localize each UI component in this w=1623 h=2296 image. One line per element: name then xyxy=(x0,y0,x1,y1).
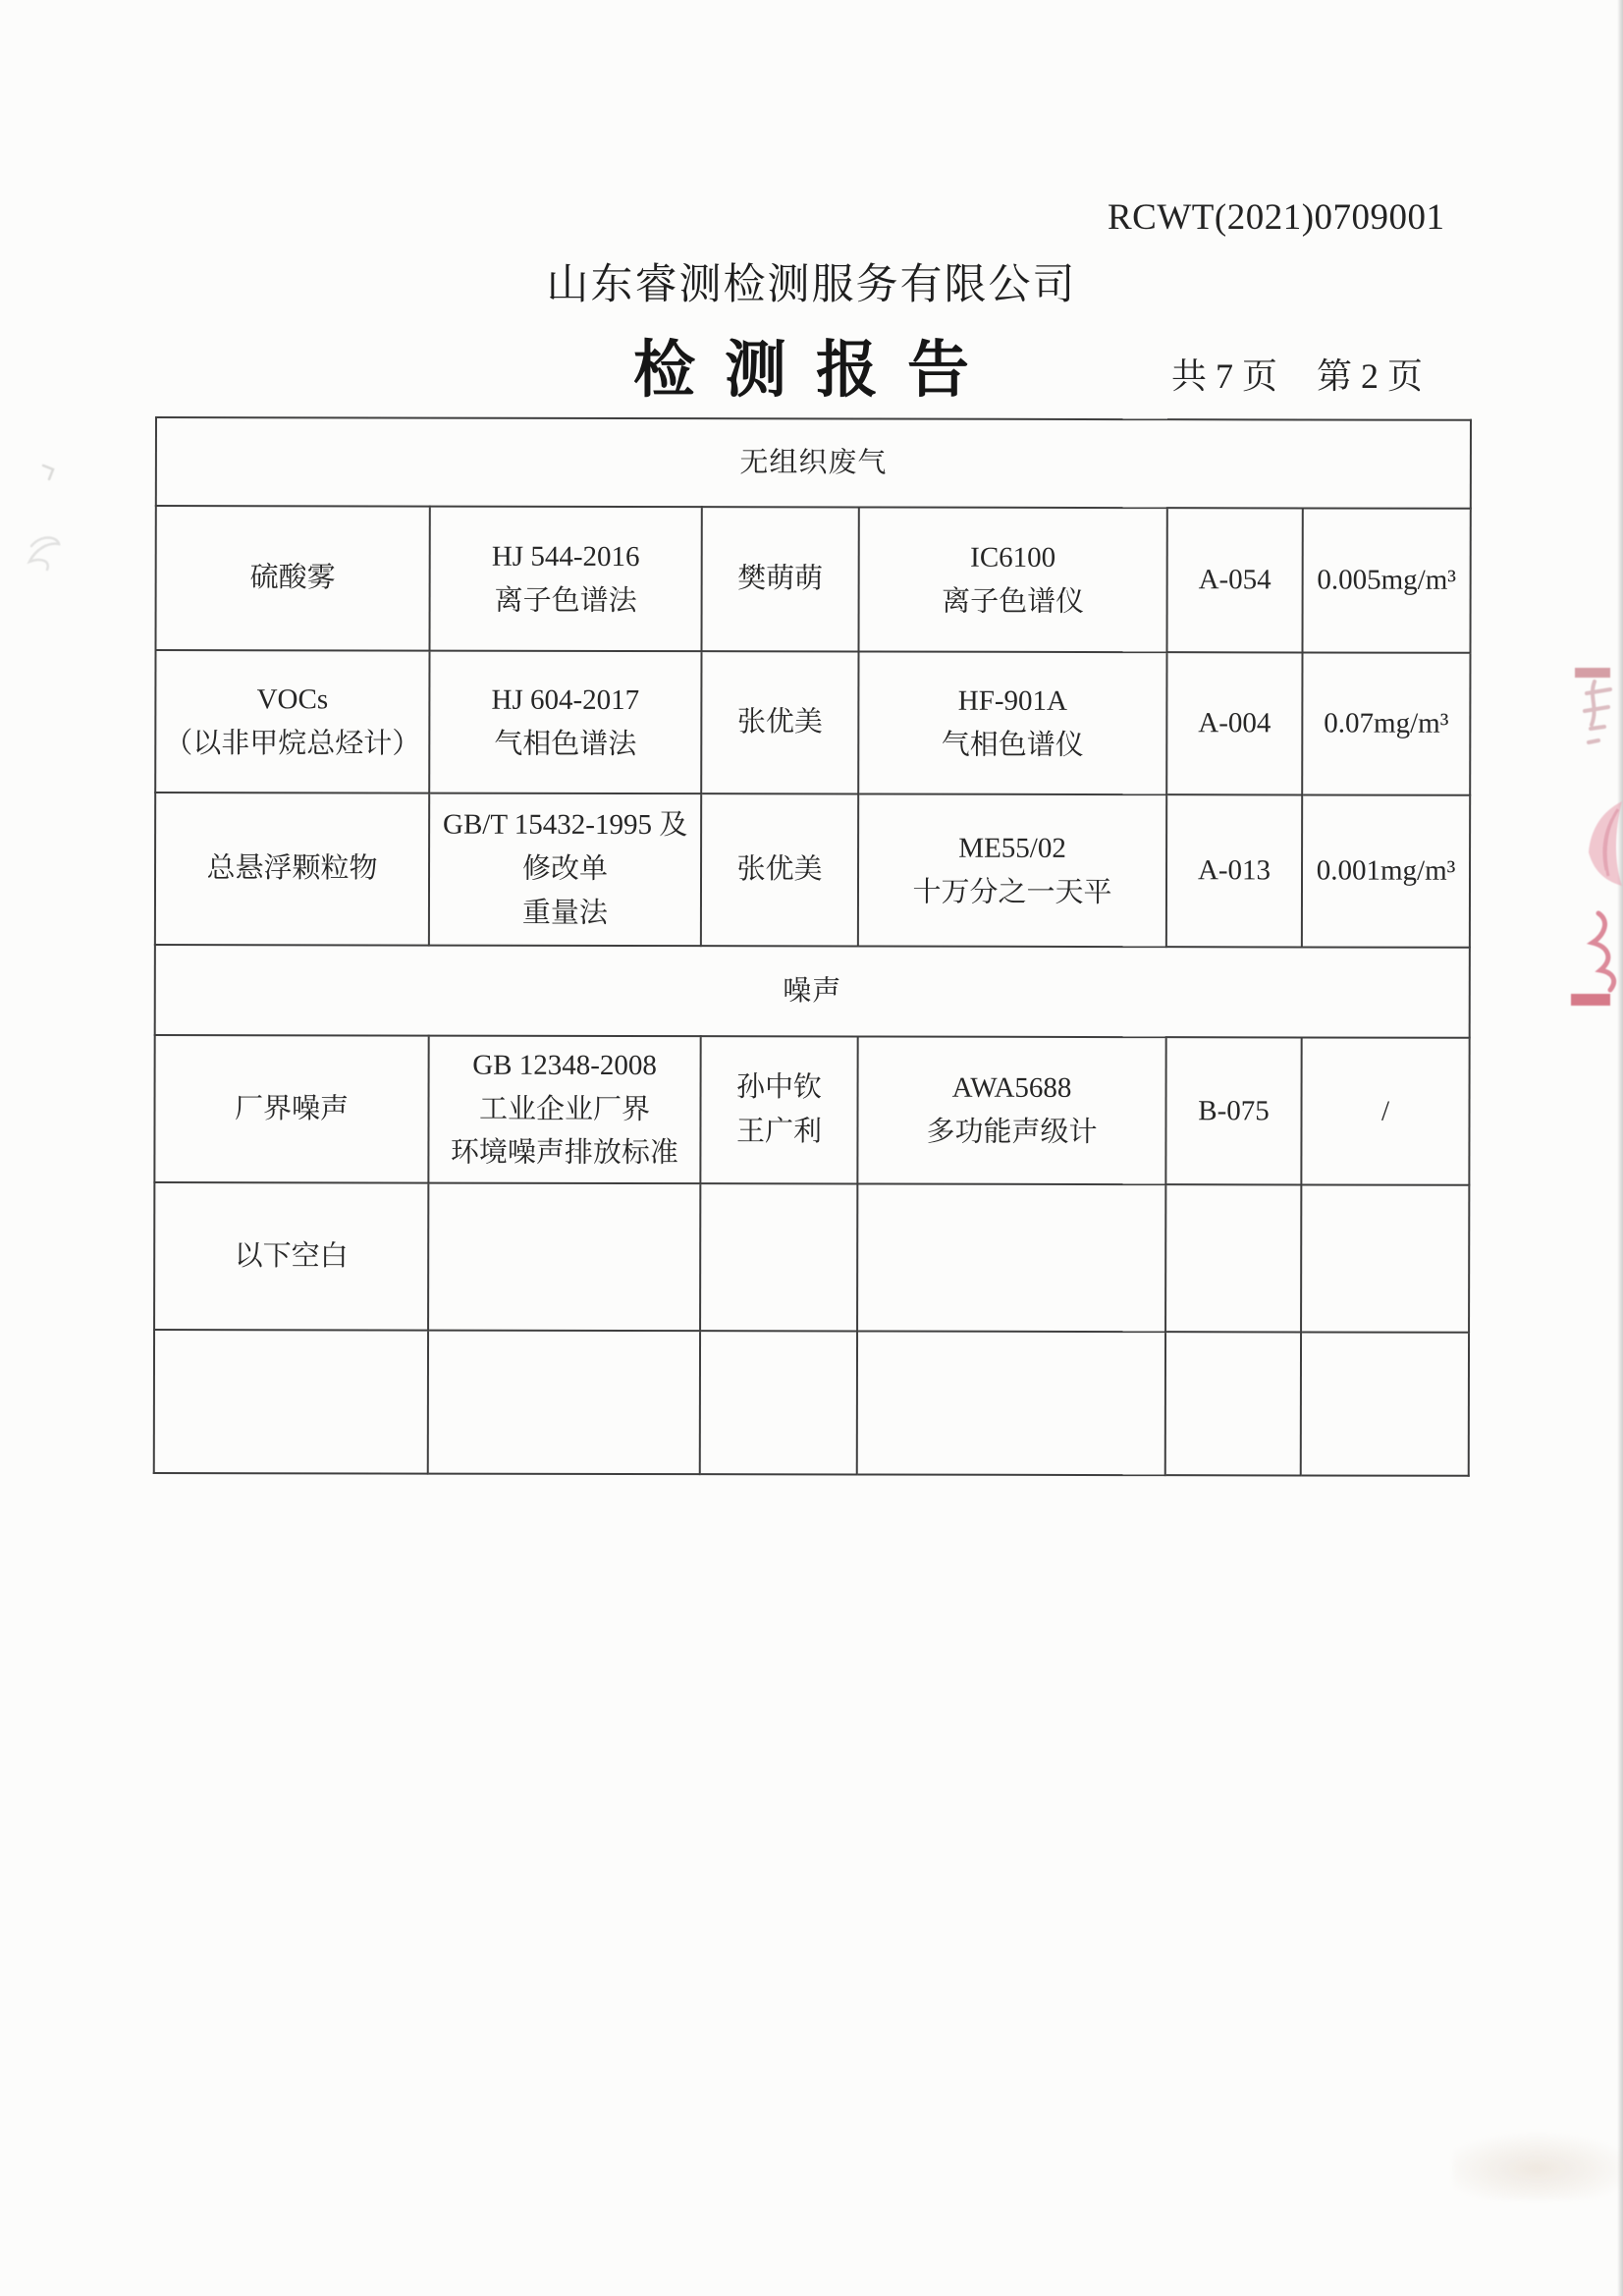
table-cell xyxy=(1301,1332,1469,1475)
cell-line: 气相色谱仪 xyxy=(941,729,1084,761)
cell-line: 多功能声级计 xyxy=(926,1116,1098,1149)
table-section-label: 无组织废气 xyxy=(156,417,1471,509)
table-cell xyxy=(1165,1332,1301,1475)
table-cell xyxy=(156,506,430,651)
cell-line: 十万分之一天平 xyxy=(912,876,1112,908)
cell-line: ME55/02 xyxy=(958,832,1066,864)
table-cell xyxy=(857,1331,1165,1475)
table-row xyxy=(155,650,1470,795)
cell-line: A-004 xyxy=(1198,707,1271,739)
table-cell xyxy=(858,508,1166,653)
pencil-mark xyxy=(18,452,77,609)
table-cell xyxy=(700,1036,857,1183)
red-stamp-fragment xyxy=(1565,656,1623,1029)
table-cell xyxy=(154,1035,428,1183)
table-row xyxy=(154,1035,1469,1185)
cell-line: 以下空白 xyxy=(234,1239,349,1272)
table-cell xyxy=(858,652,1166,795)
table-cell xyxy=(1301,1037,1469,1184)
table-row xyxy=(156,506,1471,653)
page-indicator xyxy=(1171,349,1423,399)
table-cell xyxy=(1166,652,1302,794)
table-cell xyxy=(429,651,701,794)
cell-line: 樊萌萌 xyxy=(737,563,824,595)
cell-line: 离子色谱仪 xyxy=(942,585,1085,618)
table-cell xyxy=(155,793,429,946)
cell-line: （以非甲烷总烃计） xyxy=(164,727,421,760)
cell-line: 离子色谱法 xyxy=(494,584,637,617)
cell-line: 0.001mg/m³ xyxy=(1316,854,1456,887)
cell-line: VOCs xyxy=(256,683,329,715)
cell-line: B-075 xyxy=(1198,1094,1270,1126)
table-cell xyxy=(1165,1184,1301,1332)
table-cell xyxy=(700,1183,857,1331)
cell-line: 0.005mg/m³ xyxy=(1317,564,1457,596)
cell-line: 张优美 xyxy=(736,706,823,738)
scan-smudge xyxy=(1453,2131,1623,2200)
cell-line: 环境噪声排放标准 xyxy=(450,1137,678,1170)
table-section-row xyxy=(156,417,1471,509)
page-count: 共 7 页 xyxy=(1171,356,1278,396)
table-cell xyxy=(1165,1037,1301,1184)
cell-line: GB/T 15432-1995 及 xyxy=(442,808,688,842)
table-cell xyxy=(1166,794,1302,947)
table-cell xyxy=(1301,1184,1469,1332)
table-cell xyxy=(701,793,858,946)
report-number: RCWT(2021)0709001 xyxy=(1108,197,1445,238)
cell-line: 王广利 xyxy=(735,1116,823,1148)
cell-line: 气相色谱法 xyxy=(494,728,637,760)
cell-line: 0.07mg/m³ xyxy=(1324,707,1449,739)
table-cell xyxy=(1302,794,1470,947)
table-row xyxy=(154,1330,1469,1476)
table-cell xyxy=(154,1182,428,1331)
report-title: 检测报告 xyxy=(633,336,999,405)
cell-line: AWA5688 xyxy=(951,1071,1072,1105)
cell-line: A-013 xyxy=(1197,854,1271,887)
table-cell xyxy=(428,1331,700,1475)
table-cell xyxy=(155,650,429,793)
table-cell xyxy=(428,1036,700,1184)
table-cell xyxy=(701,651,858,793)
table-cell xyxy=(700,1331,857,1474)
table-cell xyxy=(1302,508,1470,652)
cell-line: HJ 604-2017 xyxy=(491,683,640,716)
scan-edge-shadow xyxy=(1617,0,1623,2296)
table-cell xyxy=(857,1037,1165,1185)
table-cell xyxy=(702,507,859,651)
table-section-row xyxy=(155,945,1470,1038)
table-cell xyxy=(429,793,701,947)
table-row xyxy=(154,1182,1469,1333)
table-cell xyxy=(1302,652,1470,794)
cell-line: 修改单 xyxy=(521,852,609,885)
cell-line: 厂界噪声 xyxy=(234,1092,350,1124)
report-table xyxy=(153,416,1472,1477)
table-cell xyxy=(1166,508,1302,652)
table-section-label: 噪声 xyxy=(155,945,1470,1038)
table-cell xyxy=(857,1184,1165,1333)
table-cell xyxy=(430,507,702,652)
report-table-body xyxy=(154,417,1471,1476)
cell-line: 总悬浮颗粒物 xyxy=(206,852,378,885)
cell-line: HF-901A xyxy=(957,684,1068,717)
company-name: 山东睿测检测服务有限公司 xyxy=(546,262,1077,308)
cell-line: 工业企业厂界 xyxy=(478,1093,651,1125)
cell-line: / xyxy=(1380,1095,1390,1127)
table-row xyxy=(155,793,1470,948)
cell-line: IC6100 xyxy=(970,541,1056,574)
cell-line: GB 12348-2008 xyxy=(472,1049,657,1081)
table-cell xyxy=(858,794,1166,948)
cell-line: 孙中钦 xyxy=(736,1071,823,1104)
cell-line: HJ 544-2016 xyxy=(491,540,640,573)
cell-line: A-054 xyxy=(1198,564,1271,596)
cell-line: 硫酸雾 xyxy=(249,562,336,594)
table-cell xyxy=(428,1183,700,1332)
page-number: 第 2 页 xyxy=(1317,356,1424,396)
cell-line: 重量法 xyxy=(521,897,608,929)
cell-line: 张优美 xyxy=(736,853,823,886)
table-cell xyxy=(154,1330,428,1474)
